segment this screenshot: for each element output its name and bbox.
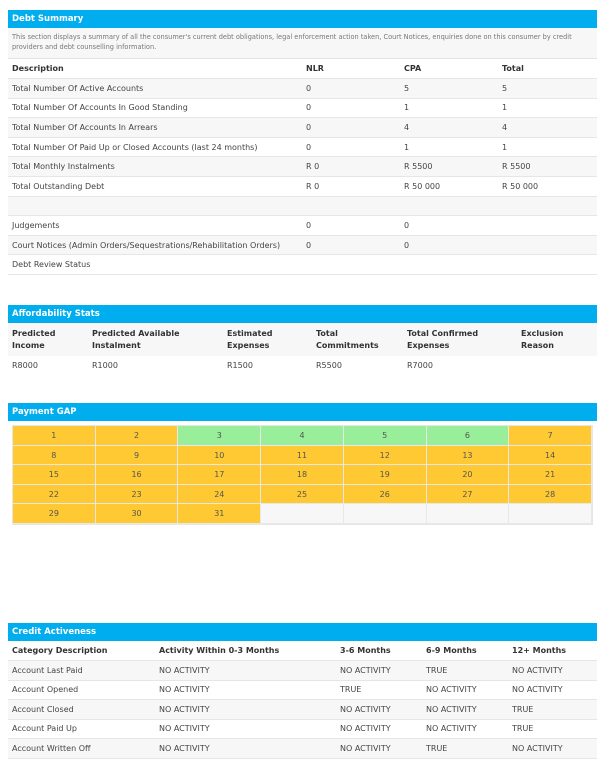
empty-day-cell	[427, 504, 510, 524]
day-cell: 31	[178, 504, 261, 524]
day-cell: 19	[344, 465, 427, 485]
table-cell: Total Monthly Instalments	[12, 162, 115, 172]
table-cell: 0	[306, 221, 312, 231]
column-header: NLR	[306, 64, 324, 74]
table-row	[8, 98, 597, 118]
credit-activeness-section	[8, 623, 597, 759]
table-row	[8, 157, 597, 177]
table-cell: 4	[502, 123, 508, 133]
day-cell: 14	[509, 446, 592, 466]
table-cell: NO ACTIVITY	[512, 665, 563, 675]
empty-day-cell	[344, 504, 427, 524]
column-header: Total Confirmed Expenses	[403, 323, 517, 356]
table-cell: 0	[306, 83, 312, 93]
day-cell: 5	[344, 426, 427, 446]
empty-day-cell	[509, 504, 592, 524]
table-cell: Account Paid Up	[12, 724, 77, 734]
table-cell: Account Written Off	[12, 743, 91, 753]
table-row	[8, 739, 597, 759]
table-cell: 0	[306, 123, 312, 133]
table-cell: NO ACTIVITY	[426, 704, 477, 714]
debt-summary-description: This section displays a summary of all the consumer's current debt obligations, legal enforcement action taken, Court Notices, enquiries done on this consumer by credit providers and debt counselling information.	[8, 28, 597, 59]
affordability-header: Affordability Stats	[8, 305, 597, 323]
table-row	[8, 216, 597, 236]
debt-summary-section	[8, 10, 597, 275]
column-header: Exclusion Reason	[517, 323, 597, 356]
table-cell: Debt Review Status	[12, 260, 91, 270]
column-header: Category Description	[12, 646, 108, 655]
day-cell: 13	[427, 446, 510, 466]
table-cell: NO ACTIVITY	[340, 724, 391, 734]
day-cell: 30	[96, 504, 179, 524]
table-cell: 0	[306, 103, 312, 113]
table-cell: R 50 000	[502, 181, 539, 191]
empty-day-cell	[261, 504, 344, 524]
table-cell: 1	[502, 103, 508, 113]
payment-gap-section	[8, 403, 597, 525]
debt-summary-header: Debt Summary	[8, 10, 597, 28]
debt-summary-table	[8, 59, 597, 275]
table-cell: TRUE	[512, 704, 534, 714]
table-cell: NO ACTIVITY	[512, 685, 563, 695]
table-cell: NO ACTIVITY	[159, 704, 210, 714]
day-cell: 24	[178, 485, 261, 505]
table-cell: TRUE	[340, 685, 362, 695]
column-header: Description	[12, 64, 64, 74]
table-cell: R 50 000	[404, 181, 441, 191]
table-row	[8, 79, 597, 99]
table-cell: Total Number Of Accounts In Arrears	[12, 123, 158, 133]
table-cell: R 5500	[404, 162, 433, 172]
table-cell	[498, 235, 597, 255]
table-cell: R 0	[306, 181, 320, 191]
day-cell: 2	[96, 426, 179, 446]
table-cell: 5	[502, 83, 508, 93]
column-header: Total	[502, 64, 524, 74]
table-cell: 1	[404, 142, 410, 152]
column-header: Predicted Income	[8, 323, 88, 356]
day-cell: 10	[178, 446, 261, 466]
table-cell	[498, 196, 597, 216]
table-cell: Account Last Paid	[12, 665, 83, 675]
table-cell	[498, 255, 597, 275]
table-row	[8, 118, 597, 138]
table-cell: NO ACTIVITY	[159, 724, 210, 734]
table-cell: TRUE	[512, 724, 534, 734]
table-cell: 0	[306, 240, 312, 250]
table-cell	[400, 255, 498, 275]
table-cell: Total Number Of Active Accounts	[12, 83, 144, 93]
table-cell: NO ACTIVITY	[159, 743, 210, 753]
day-cell: 15	[13, 465, 96, 485]
table-cell	[517, 356, 597, 375]
table-row	[8, 177, 597, 197]
table-cell	[302, 196, 400, 216]
day-cell: 18	[261, 465, 344, 485]
column-header: Estimated Expenses	[223, 323, 312, 356]
table-cell: 0	[404, 240, 410, 250]
credit-activeness-header: Credit Activeness	[8, 623, 597, 641]
day-cell: 27	[427, 485, 510, 505]
table-cell: Account Closed	[12, 704, 74, 714]
table-row	[8, 661, 597, 681]
day-cell: 9	[96, 446, 179, 466]
day-cell: 4	[261, 426, 344, 446]
table-cell	[400, 196, 498, 216]
table-cell: R1000	[92, 361, 118, 370]
table-cell: R 5500	[502, 162, 531, 172]
table-cell: R1500	[227, 361, 253, 370]
day-cell: 21	[509, 465, 592, 485]
day-cell: 16	[96, 465, 179, 485]
day-cell: 20	[427, 465, 510, 485]
table-cell: Total Outstanding Debt	[12, 181, 105, 191]
table-cell: NO ACTIVITY	[426, 724, 477, 734]
table-row	[8, 680, 597, 700]
table-cell: R 0	[306, 162, 320, 172]
table-cell: TRUE	[426, 743, 448, 753]
table-cell: NO ACTIVITY	[159, 685, 210, 695]
day-cell: 26	[344, 485, 427, 505]
table-row	[8, 700, 597, 720]
day-cell: 1	[13, 426, 96, 446]
table-cell: NO ACTIVITY	[426, 685, 477, 695]
table-cell: Total Number Of Accounts In Good Standing	[12, 103, 188, 113]
table-cell	[302, 255, 400, 275]
column-header: 12+ Months	[512, 646, 567, 655]
affordability-section	[8, 305, 597, 375]
payment-gap-header: Payment GAP	[8, 403, 597, 421]
table-cell: Court Notices (Admin Orders/Sequestrations/Rehabilitation Orders)	[12, 240, 281, 250]
table-cell: 4	[404, 123, 410, 133]
day-cell: 12	[344, 446, 427, 466]
day-cell: 28	[509, 485, 592, 505]
table-cell: 0	[404, 221, 410, 231]
table-cell: 5	[404, 83, 410, 93]
table-cell: Account Opened	[12, 685, 79, 695]
affordability-table	[8, 323, 597, 375]
column-header: CPA	[404, 64, 422, 74]
table-cell: R5500	[316, 361, 342, 370]
table-row	[8, 137, 597, 157]
table-cell: 1	[502, 142, 508, 152]
table-row	[8, 196, 597, 216]
table-row	[8, 255, 597, 275]
table-cell: NO ACTIVITY	[512, 743, 563, 753]
day-cell: 3	[178, 426, 261, 446]
table-cell	[498, 216, 597, 236]
day-cell: 25	[261, 485, 344, 505]
day-cell: 11	[261, 446, 344, 466]
day-cell: 6	[427, 426, 510, 446]
table-cell: Total Number Of Paid Up or Closed Accounts (last 24 months)	[12, 142, 258, 152]
column-header: Predicted Available Instalment	[88, 323, 223, 356]
table-cell: R7000	[407, 361, 433, 370]
column-header: Total Commitments	[312, 323, 403, 356]
table-cell	[8, 196, 302, 216]
table-cell: NO ACTIVITY	[340, 704, 391, 714]
column-header: Activity Within 0-3 Months	[159, 646, 280, 655]
table-cell: NO ACTIVITY	[340, 665, 391, 675]
table-cell: NO ACTIVITY	[159, 665, 210, 675]
table-cell: 0	[306, 142, 312, 152]
day-cell: 22	[13, 485, 96, 505]
day-cell: 29	[13, 504, 96, 524]
table-cell: 1	[404, 103, 410, 113]
table-row	[8, 719, 597, 739]
day-cell: 23	[96, 485, 179, 505]
day-cell: 7	[509, 426, 592, 446]
table-cell: R8000	[12, 361, 38, 370]
table-cell: TRUE	[426, 665, 448, 675]
table-cell: NO ACTIVITY	[340, 743, 391, 753]
credit-activeness-table	[8, 641, 597, 759]
column-header: 6-9 Months	[426, 646, 477, 655]
column-header: 3-6 Months	[340, 646, 391, 655]
payment-gap-calendar	[12, 425, 593, 525]
day-cell: 17	[178, 465, 261, 485]
day-cell: 8	[13, 446, 96, 466]
table-cell: Judgements	[12, 221, 60, 231]
table-row	[8, 235, 597, 255]
